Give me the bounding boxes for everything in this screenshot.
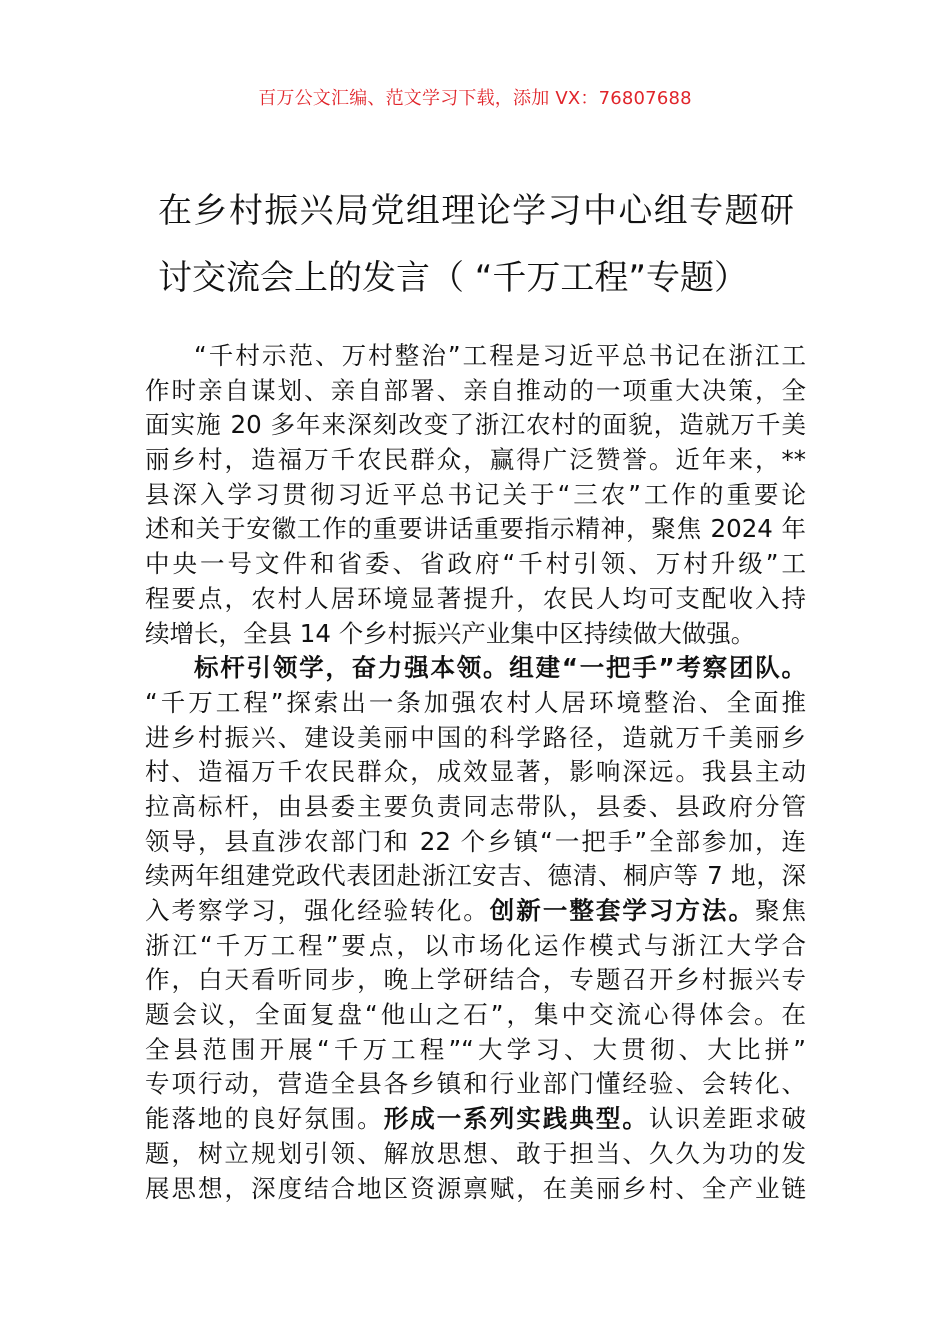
body-text: 展思想，深度结合地区资源禀赋，在美丽乡村、全产业链 bbox=[145, 1173, 806, 1203]
body-text: 中央一号文件和省委、省政府“千村引领、万村升级”工 bbox=[145, 549, 806, 579]
document-body bbox=[145, 339, 806, 1206]
body-line bbox=[145, 1033, 806, 1068]
bold-heading-text: 创新一整套学习方法。 bbox=[489, 896, 755, 925]
body-line bbox=[145, 582, 806, 617]
body-text: 村、造福万千农民群众，成效显著，影响深远。我县主动 bbox=[145, 757, 806, 787]
body-text: “千万工程”探索出一条加强农村人居环境整治、全面推 bbox=[145, 687, 806, 717]
body-line bbox=[145, 1067, 806, 1102]
body-line bbox=[145, 755, 806, 790]
bold-heading-text: 标杆引领学，奋力强本领。组建“一把手”考察团队。 bbox=[194, 653, 806, 683]
body-text: 续两年组建党政代表团赴浙江安吉、德清、桐庐等 7 地，深 bbox=[145, 861, 806, 891]
body-line bbox=[145, 478, 806, 513]
body-line bbox=[145, 859, 806, 894]
body-text: 进乡村振兴、建设美丽中国的科学路径，造就万千美丽乡 bbox=[145, 722, 806, 752]
body-line bbox=[145, 547, 806, 582]
body-text: 拉高标杆，由县委主要负责同志带队，县委、县政府分管 bbox=[145, 791, 806, 821]
body-line bbox=[145, 408, 806, 443]
body-text: “千村示范、万村整治”工程是习近平总书记在浙江工 bbox=[194, 341, 806, 370]
body-text: 领导，县直涉农部门和 22 个乡镇“一把手”全部参加，连 bbox=[145, 826, 806, 856]
body-line bbox=[145, 339, 806, 374]
body-line bbox=[145, 1137, 806, 1172]
body-line bbox=[145, 374, 806, 409]
body-line bbox=[145, 1172, 806, 1207]
body-line bbox=[145, 929, 806, 964]
body-text: 题，树立规划引领、解放思想、敢于担当、久久为功的发 bbox=[145, 1138, 806, 1168]
body-line bbox=[145, 686, 806, 721]
body-text: 入考察学习，强化经验转化。 bbox=[145, 896, 490, 925]
body-text: 浙江“千万工程”要点，以市场化运作模式与浙江大学合 bbox=[145, 930, 806, 960]
body-text: 认识差距求破 bbox=[648, 1104, 807, 1134]
body-text: 作时亲自谋划、亲自部署、亲自推动的一项重大决策，全 bbox=[145, 375, 806, 405]
body-text: 县深入学习贯彻习近平总书记关于“三农”工作的重要论 bbox=[145, 479, 806, 509]
watermark-header: 百万公文汇编、范文学习下载，添加 VX：76807688 bbox=[258, 88, 692, 109]
body-text: 能落地的良好氛围。 bbox=[145, 1104, 384, 1134]
body-line bbox=[145, 825, 806, 860]
title-line: 讨交流会上的发言（ “千万工程”专题） bbox=[158, 258, 749, 298]
body-text: 面实施 20 多年来深刻改变了浙江农村的面貌，造就万千美 bbox=[145, 410, 806, 440]
body-text: 聚焦 bbox=[755, 896, 807, 925]
body-line bbox=[145, 617, 806, 652]
body-line bbox=[145, 998, 806, 1033]
body-line bbox=[145, 963, 806, 998]
body-text: 专项行动，营造全县各乡镇和行业部门懂经验、会转化、 bbox=[145, 1069, 806, 1099]
body-line bbox=[145, 512, 806, 547]
body-line bbox=[145, 651, 806, 686]
body-line bbox=[145, 894, 806, 929]
body-text: 丽乡村，造福万千农民群众，赢得广泛赞誉。近年来，** bbox=[145, 445, 806, 475]
body-text: 述和关于安徽工作的重要讲话重要指示精神，聚焦 2024 年 bbox=[145, 514, 806, 544]
body-text: 续增长，全县 14 个乡村振兴产业集中区持续做大做强。 bbox=[145, 618, 756, 648]
title-line: 在乡村振兴局党组理论学习中心组专题研 bbox=[158, 191, 794, 231]
body-line bbox=[145, 721, 806, 756]
body-text: 题会议，全面复盘“他山之石”，集中交流心得体会。在 bbox=[145, 1000, 806, 1030]
body-line bbox=[145, 443, 806, 478]
body-text: 作，白天看听同步，晚上学研结合，专题召开乡村振兴专 bbox=[145, 965, 806, 995]
body-line bbox=[145, 1102, 806, 1137]
body-line bbox=[145, 790, 806, 825]
bold-heading-text: 形成一系列实践典型。 bbox=[383, 1104, 649, 1134]
document-title bbox=[158, 178, 794, 312]
body-text: 全县范围开展“千万工程”“大学习、大贯彻、大比拼” bbox=[145, 1034, 806, 1064]
body-text: 程要点，农村人居环境显著提升，农民人均可支配收入持 bbox=[145, 583, 806, 613]
